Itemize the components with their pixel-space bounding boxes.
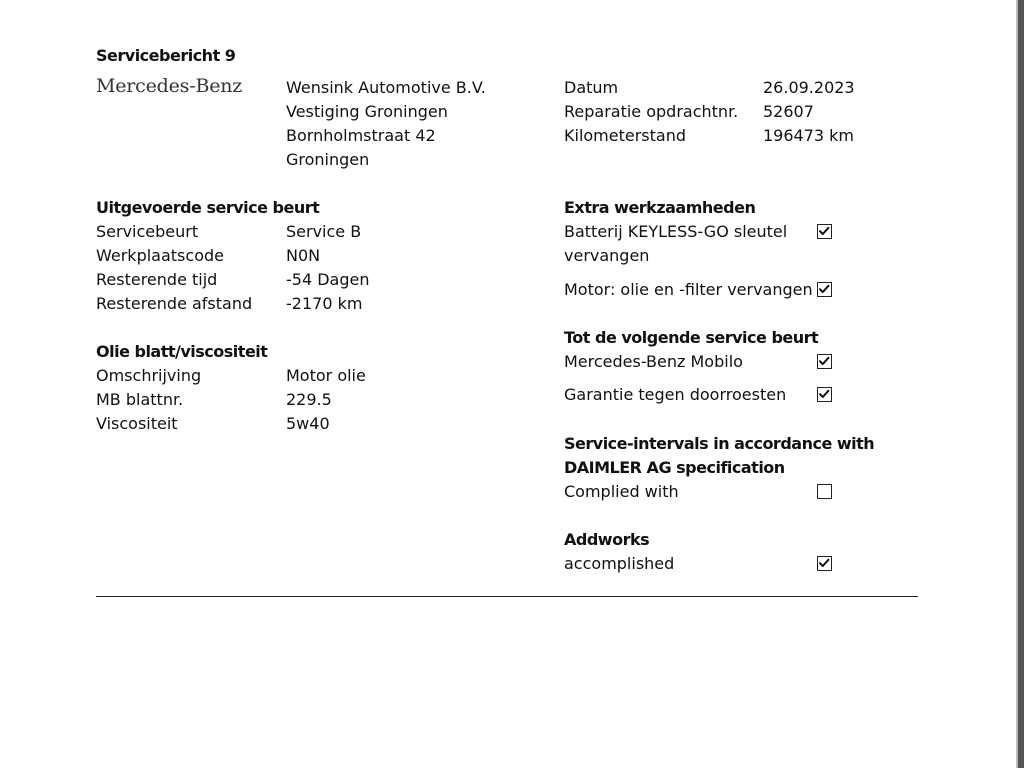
next-service-heading: Tot de volgende service beurt bbox=[564, 328, 819, 347]
checkmark-icon bbox=[818, 388, 830, 400]
brand-logo: Mercedes-Benz bbox=[96, 75, 243, 97]
next-item-checkbox[interactable] bbox=[817, 387, 832, 402]
oil-row-value: 5w40 bbox=[286, 414, 330, 433]
service-row-value: Service B bbox=[286, 222, 362, 241]
date-label: Datum bbox=[564, 78, 619, 97]
extra-item-checkbox[interactable] bbox=[817, 282, 832, 297]
intervals-item-checkbox[interactable] bbox=[817, 484, 832, 499]
checkmark-icon bbox=[818, 225, 830, 237]
service-row-label: Resterende afstand bbox=[96, 294, 253, 313]
service-row-label: Servicebeurt bbox=[96, 222, 199, 241]
service-heading: Uitgevoerde service beurt bbox=[96, 198, 320, 217]
date-value: 26.09.2023 bbox=[763, 78, 855, 97]
service-row-value: -2170 km bbox=[286, 294, 363, 313]
intervals-heading-cont: DAIMLER AG specification bbox=[564, 458, 785, 477]
service-row-value: -54 Dagen bbox=[286, 270, 370, 289]
dealer-street: Bornholmstraat 42 bbox=[286, 126, 436, 145]
mileage-label: Kilometerstand bbox=[564, 126, 687, 145]
addworks-heading: Addworks bbox=[564, 530, 650, 549]
extra-item-checkbox[interactable] bbox=[817, 224, 832, 239]
next-item-label: Mercedes-Benz Mobilo bbox=[564, 352, 743, 371]
extra-item-label-cont: vervangen bbox=[564, 246, 650, 265]
next-item-label: Garantie tegen doorroesten bbox=[564, 385, 787, 404]
intervals-item-label: Complied with bbox=[564, 482, 679, 501]
oil-row-value: Motor olie bbox=[286, 366, 366, 385]
next-item-checkbox[interactable] bbox=[817, 354, 832, 369]
mileage-value: 196473 km bbox=[763, 126, 855, 145]
order-value: 52607 bbox=[763, 102, 814, 121]
document-title: Servicebericht 9 bbox=[96, 46, 236, 65]
dealer-branch: Vestiging Groningen bbox=[286, 102, 448, 121]
service-row-label: Werkplaatscode bbox=[96, 246, 224, 265]
extra-item-label: Motor: olie en -filter vervangen bbox=[564, 280, 813, 299]
dealer-city: Groningen bbox=[286, 150, 370, 169]
oil-row-value: 229.5 bbox=[286, 390, 332, 409]
checkmark-icon bbox=[818, 283, 830, 295]
dealer-name: Wensink Automotive B.V. bbox=[286, 78, 486, 97]
section-divider bbox=[96, 596, 918, 597]
intervals-heading: Service-intervals in accordance with bbox=[564, 434, 875, 453]
page-edge bbox=[1018, 0, 1024, 768]
checkmark-icon bbox=[818, 355, 830, 367]
extra-item-label: Batterij KEYLESS-GO sleutel bbox=[564, 222, 788, 241]
addworks-item-label: accomplished bbox=[564, 554, 675, 573]
oil-row-label: MB blattnr. bbox=[96, 390, 184, 409]
order-label: Reparatie opdrachtnr. bbox=[564, 102, 739, 121]
extra-heading: Extra werkzaamheden bbox=[564, 198, 756, 217]
service-row-label: Resterende tijd bbox=[96, 270, 218, 289]
oil-row-label: Viscositeit bbox=[96, 414, 178, 433]
oil-row-label: Omschrijving bbox=[96, 366, 202, 385]
addworks-item-checkbox[interactable] bbox=[817, 556, 832, 571]
checkmark-icon bbox=[818, 557, 830, 569]
oil-heading: Olie blatt/viscositeit bbox=[96, 342, 268, 361]
service-row-value: N0N bbox=[286, 246, 321, 265]
